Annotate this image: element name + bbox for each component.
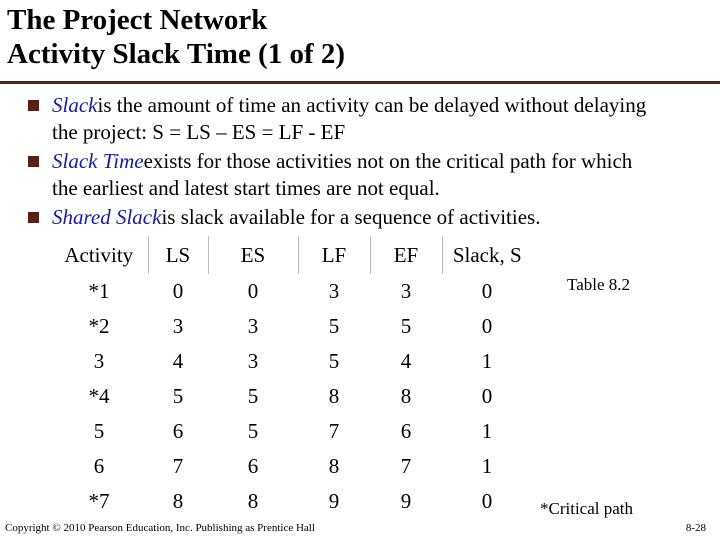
cell-lf: 8: [328, 384, 340, 408]
table-row: [50, 449, 532, 484]
cell-ls: 6: [172, 419, 184, 443]
cell-ef: 9: [400, 489, 412, 513]
cell-lf: 7: [328, 419, 340, 443]
table-row: [50, 414, 532, 449]
cell-es: 0: [247, 279, 259, 303]
critical-path-note: *Critical path: [540, 499, 634, 518]
bullet-definition: is slack available for a sequence of activities.: [161, 205, 541, 229]
cell-ef: 8: [400, 384, 412, 408]
column-header-activity: Activity: [50, 236, 148, 274]
cell-slack: 0: [481, 384, 493, 408]
cell-slack: 1: [481, 419, 493, 443]
slide-title-line-2: Activity Slack Time (1 of 2): [7, 38, 346, 70]
cell-activity: 6: [93, 454, 105, 478]
bullet-term: Slack Time: [52, 149, 144, 173]
cell-es: 5: [247, 384, 259, 408]
table-caption: Table 8.2: [567, 275, 631, 294]
table-row: [50, 309, 532, 344]
cell-lf: 9: [328, 489, 340, 513]
bullet-shared-slack: [28, 204, 648, 231]
bullet-text: [28, 92, 648, 146]
column-header-ef: EF: [370, 236, 442, 274]
cell-lf: 3: [328, 279, 340, 303]
cell-ef: 7: [400, 454, 412, 478]
table-header-row: [50, 236, 532, 274]
table-row: [50, 484, 532, 519]
cell-es: 6: [247, 454, 259, 478]
cell-ef: 5: [400, 314, 412, 338]
cell-ef: 6: [400, 419, 412, 443]
page-number: 8-28: [685, 522, 706, 534]
square-bullet-icon: [28, 212, 39, 223]
cell-activity: *2: [88, 314, 110, 338]
cell-lf: 5: [328, 314, 340, 338]
cell-activity: *7: [88, 489, 110, 513]
bullet-text: [28, 204, 648, 231]
bullet-definition: is the amount of time an activity can be delayed without delaying the project: S = LS – ES = LF - EF: [52, 93, 647, 144]
cell-activity: 3: [93, 349, 105, 373]
cell-activity: 5: [93, 419, 105, 443]
cell-activity: *4: [88, 384, 110, 408]
copyright-footer: Copyright © 2010 Pearson Education, Inc. Publishing as Prentice Hall: [5, 522, 315, 534]
column-header-lf: LF: [298, 236, 370, 274]
bullet-definition: exists for those activities not on the critical path for which the earliest and latest start times are not equal.: [52, 149, 633, 200]
column-header-slack: Slack, S: [452, 242, 522, 267]
slack-table-container: [50, 236, 532, 519]
bullet-term: Shared Slack: [52, 205, 162, 229]
title-divider: [0, 81, 720, 84]
cell-slack: 0: [481, 314, 493, 338]
slide-title-line-1: The Project Network: [7, 4, 268, 36]
cell-slack: 0: [481, 279, 493, 303]
cell-ef: 3: [400, 279, 412, 303]
cell-ef: 4: [400, 349, 412, 373]
cell-ls: 3: [172, 314, 184, 338]
bullet-term: Slack: [52, 93, 98, 117]
square-bullet-icon: [28, 100, 39, 111]
bullet-slack: [28, 92, 648, 146]
column-header-es: ES: [208, 236, 298, 274]
cell-slack: 0: [481, 489, 493, 513]
square-bullet-icon: [28, 156, 39, 167]
cell-slack: 1: [481, 454, 493, 478]
slack-table: [50, 236, 532, 519]
cell-ls: 8: [172, 489, 184, 513]
cell-es: 8: [247, 489, 259, 513]
bullet-text: [28, 148, 648, 202]
cell-activity: *1: [88, 279, 110, 303]
cell-ls: 0: [172, 279, 184, 303]
cell-ls: 5: [172, 384, 184, 408]
slide-title: [7, 3, 345, 71]
cell-lf: 5: [328, 349, 340, 373]
bullet-slack-time: [28, 148, 648, 202]
cell-lf: 8: [328, 454, 340, 478]
table-row: [50, 379, 532, 414]
cell-es: 3: [247, 314, 259, 338]
cell-ls: 7: [172, 454, 184, 478]
cell-slack: 1: [481, 349, 493, 373]
table-row: [50, 274, 532, 309]
cell-ls: 4: [172, 349, 184, 373]
cell-es: 5: [247, 419, 259, 443]
column-header-ls: LS: [148, 236, 208, 274]
table-row: [50, 344, 532, 379]
cell-es: 3: [247, 349, 259, 373]
